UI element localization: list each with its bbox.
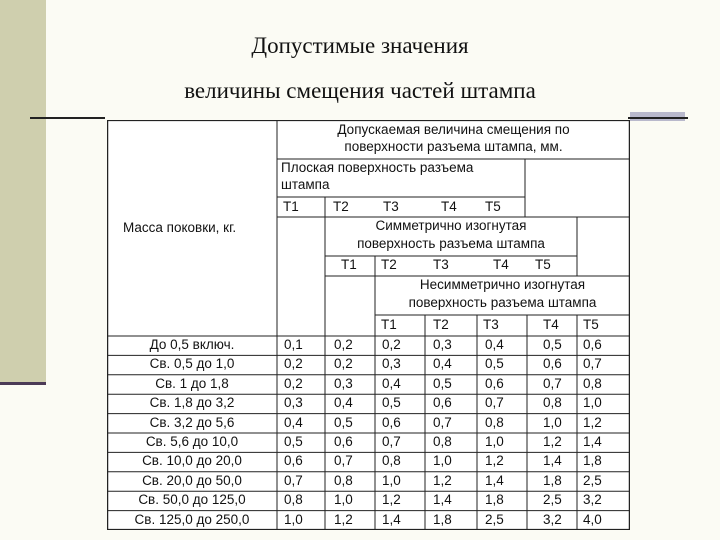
asym-class-t2: Т2: [433, 317, 449, 332]
table-cell-value: 1,0: [334, 492, 353, 508]
table-cell-value: 4,0: [583, 511, 602, 527]
table-cell-value: 1,4: [433, 492, 452, 508]
table-cell-value: 0,6: [284, 453, 303, 469]
mass-column-header: Масса поковки, кг.: [123, 220, 237, 235]
table-row-mass: Св. 125,0 до 250,0: [134, 511, 250, 527]
table-row-mass: До 0,5 включ.: [149, 337, 235, 352]
flat-surface-header-line-1: Плоская поверхность разъема: [281, 160, 474, 175]
table-cell-value: 0,7: [485, 395, 504, 411]
table-cell-value: 0,3: [334, 375, 353, 391]
table-cell-value: 0,5: [334, 414, 353, 430]
table-cell-value: 0,8: [284, 492, 303, 508]
table-cell-value: 1,0: [382, 472, 401, 488]
asym-class-t5: Т5: [583, 317, 599, 332]
table-cell-value: 0,6: [334, 434, 353, 449]
table-row-mass: Св. 20,0 до 50,0: [142, 472, 242, 488]
table-cell-value: 3,2: [543, 511, 562, 527]
table-cell-value: 1,2: [543, 434, 562, 449]
table-cell-value: 3,2: [583, 492, 602, 508]
sym-class-t1: Т1: [341, 257, 357, 272]
table-cell-value: 1,8: [485, 492, 504, 508]
table-cell-value: 2,5: [485, 511, 504, 527]
table-row-mass: Св. 10,0 до 20,0: [142, 453, 242, 469]
table-cell-value: 1,0: [583, 395, 602, 411]
table-cell-value: 1,4: [485, 472, 504, 488]
table-cell-value: 0,5: [284, 434, 303, 449]
table-cell-value: 0,2: [284, 375, 303, 391]
table-cell-value: 0,2: [284, 356, 303, 372]
asym-class-t3: Т3: [483, 317, 499, 332]
table-cell-value: 0,5: [485, 356, 504, 372]
slide-title-line-1: Допустимые значения: [251, 33, 469, 58]
sym-class-t2: Т2: [381, 257, 397, 272]
flat-class-t3: Т3: [383, 199, 399, 214]
table-cell-value: 1,2: [433, 472, 452, 488]
table-cell-value: 0,3: [433, 337, 452, 352]
table-row-mass: Св. 3,2 до 5,6: [149, 414, 235, 430]
asym-class-t4: Т4: [543, 317, 559, 332]
top-header-line-2: поверхности разъема штампа, мм.: [344, 139, 563, 154]
table-cell-value: 0,6: [485, 375, 504, 391]
table-cell-value: 0,7: [433, 414, 452, 430]
top-header-line-1: Допускаемая величина смещения по: [337, 122, 570, 137]
flat-surface-header-line-2: штампа: [281, 177, 330, 192]
table-row-mass: Св. 50,0 до 125,0: [138, 492, 246, 508]
table-cell-value: 0,4: [433, 356, 452, 372]
table-cell-value: 0,2: [334, 337, 353, 352]
sym-class-t3: Т3: [433, 257, 449, 272]
table-cell-value: 0,2: [382, 337, 401, 352]
table-cell-value: 1,8: [583, 453, 602, 469]
table-cell-value: 0,7: [583, 356, 602, 372]
asym-class-t1: Т1: [381, 317, 397, 332]
decorative-side-line: [0, 382, 46, 385]
flat-class-t2: Т2: [333, 199, 349, 214]
sym-class-t5: Т5: [535, 257, 551, 272]
table-cell-value: 0,4: [485, 337, 504, 352]
table-cell-value: 1,2: [334, 511, 353, 527]
table-cell-value: 1,0: [284, 511, 303, 527]
table-cell-value: 1,0: [433, 453, 452, 469]
table-cell-value: 0,8: [433, 434, 452, 449]
decorative-line-right: [628, 117, 688, 119]
table-cell-value: 1,8: [543, 472, 562, 488]
table-cell-value: 0,4: [334, 395, 353, 411]
slide-title-line-2: величины смещения частей штампа: [184, 78, 536, 103]
table-cell-value: 1,4: [382, 511, 401, 527]
table-cell-value: 1,2: [382, 492, 401, 508]
flat-class-t4: Т4: [441, 199, 457, 214]
table-cell-value: 0,7: [543, 375, 562, 391]
asym-surface-header-line-2: поверхность разъема штампа: [408, 295, 597, 310]
table-cell-value: 0,7: [334, 453, 353, 469]
table-cell-value: 1,0: [485, 434, 504, 449]
flat-class-t1: Т1: [283, 199, 299, 214]
table-cell-value: 1,4: [543, 453, 562, 469]
table-cell-value: 0,3: [284, 395, 303, 411]
decorative-line-left: [30, 117, 105, 119]
table-cell-value: 0,6: [583, 337, 602, 352]
table-cell-value: 0,1: [284, 337, 303, 352]
table-cell-value: 0,3: [382, 356, 401, 372]
displacement-table: [107, 120, 630, 530]
table-cell-value: 0,8: [583, 375, 602, 391]
table-cell-value: 0,8: [382, 453, 401, 469]
table-cell-value: 0,2: [334, 356, 353, 372]
table-cell-value: 0,4: [382, 375, 401, 391]
table-cell-value: 1,8: [433, 511, 452, 527]
sym-surface-header-line-1: Симметрично изогнутая: [375, 218, 527, 233]
sym-surface-header-line-2: поверхность разъема штампа: [357, 236, 545, 251]
table-cell-value: 1,2: [485, 453, 504, 469]
table-row-mass: Св. 0,5 до 1,0: [149, 356, 235, 372]
table-cell-value: 2,5: [543, 492, 562, 508]
table-cell-value: 1,4: [583, 434, 602, 449]
table-cell-value: 1,0: [543, 414, 562, 430]
table-cell-value: 0,6: [433, 395, 452, 411]
table-cell-value: 0,6: [543, 356, 562, 372]
flat-class-t5: Т5: [485, 199, 501, 214]
table-cell-value: 0,5: [433, 375, 452, 391]
table-cell-value: 0,6: [382, 414, 401, 430]
table-cell-value: 0,8: [543, 395, 562, 411]
table-row-mass: Св. 5,6 до 10,0: [145, 434, 239, 449]
table-cell-value: 0,8: [485, 414, 504, 430]
table-cell-value: 2,5: [583, 472, 602, 488]
table-cell-value: 0,5: [543, 337, 562, 352]
table-cell-value: 0,4: [284, 414, 303, 430]
sym-class-t4: Т4: [493, 257, 509, 272]
table-row-mass: Св. 1,8 до 3,2: [149, 395, 235, 411]
table-cell-value: 0,5: [382, 395, 401, 411]
table-cell-value: 0,7: [284, 472, 303, 488]
table-cell-value: 0,7: [382, 434, 401, 449]
table-cell-value: 1,2: [583, 414, 602, 430]
table-cell-value: 0,8: [334, 472, 353, 488]
asym-surface-header-line-1: Несимметрично изогнутая: [419, 277, 586, 292]
table-row-mass: Св. 1 до 1,8: [155, 375, 229, 391]
